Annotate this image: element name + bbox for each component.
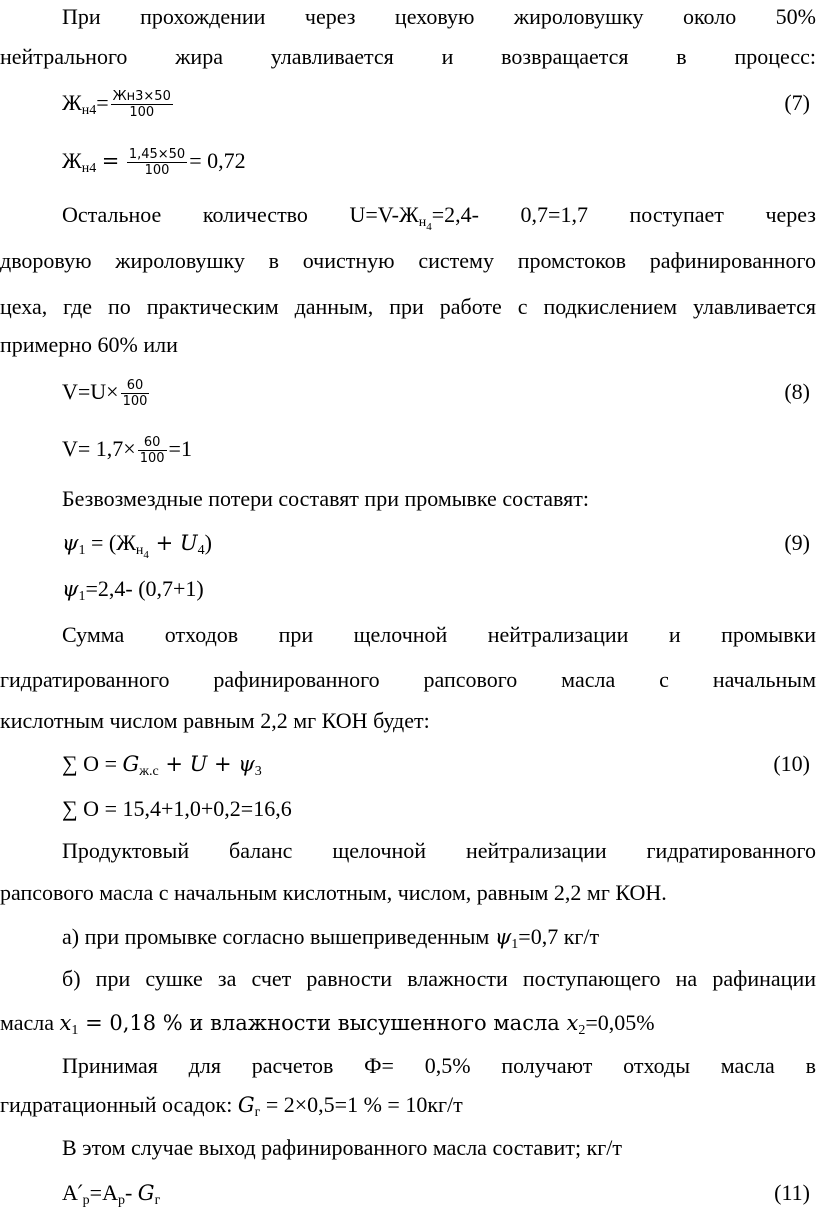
- equation-number: (7): [784, 90, 810, 115]
- fraction: [127, 147, 187, 178]
- paragraph-line: [0, 618, 816, 652]
- u-symbol: U: [179, 531, 198, 555]
- paragraph-line: [0, 244, 816, 278]
- paragraph-line: [0, 876, 816, 910]
- fraction-numerator: 60: [138, 435, 167, 451]
- eq-sub: 1: [78, 589, 86, 604]
- equation-number: (10): [773, 751, 810, 776]
- equation-7-calc: [0, 144, 816, 178]
- eq-text: =2,4- (0,7+1): [85, 576, 204, 601]
- paragraph-line: [0, 482, 816, 516]
- paragraph-line: [0, 290, 816, 324]
- sub-a: н: [418, 215, 427, 230]
- text-sub: 2: [578, 1023, 586, 1038]
- eq-sub: р: [82, 1193, 90, 1208]
- text: В этом случае выход рафинированного масла составит; кг/т: [62, 1135, 622, 1160]
- eq-result: = 0,72: [189, 148, 246, 173]
- sub-b: 4: [426, 221, 432, 233]
- paragraph-line: [0, 1131, 816, 1165]
- g-symbol: G: [122, 752, 140, 776]
- text-sub: [418, 215, 432, 233]
- paragraph-line: [0, 328, 816, 362]
- sub-a: н: [135, 543, 144, 558]
- psi-symbol: ψ: [238, 752, 255, 776]
- fraction: [121, 378, 150, 409]
- paragraph-line: [0, 834, 816, 868]
- eq-sub: [135, 543, 149, 561]
- text: =0,05%: [585, 1010, 655, 1035]
- prime-symbol: ′: [77, 1181, 83, 1205]
- eq-sub: н4: [81, 103, 97, 118]
- equation-9: [0, 526, 816, 560]
- psi-symbol: ψ: [62, 577, 79, 601]
- text: =0,7 кг/т: [518, 924, 600, 949]
- text: гидратированного рафинированного рапсового масла с начальным: [0, 667, 816, 692]
- fraction-numerator: 1,45×50: [128, 147, 186, 163]
- paragraph-line: [0, 1006, 816, 1040]
- text-sub: г: [254, 1105, 261, 1120]
- eq-sub: 1: [78, 543, 86, 558]
- text: При прохождении через цеховую жироловушку около 50%: [62, 4, 816, 29]
- psi-symbol: ψ: [494, 925, 512, 949]
- text: Безвозмездные потери составят при промывке составят:: [62, 486, 589, 511]
- eq-text: ∑ О = 15,4+1,0+0,2=16,6: [62, 796, 292, 821]
- paragraph-line: [0, 704, 816, 738]
- text: гидратационный осадок:: [0, 1092, 238, 1117]
- eq-lhs: V=U×: [62, 379, 119, 404]
- eq-result: =1: [168, 436, 192, 461]
- paragraph-line: [0, 663, 816, 697]
- fraction-numerator: 60: [121, 378, 150, 394]
- equation-7: [0, 86, 816, 120]
- x-symbol: x: [59, 1011, 72, 1035]
- eq-text: -: [124, 1180, 138, 1205]
- fraction-denominator: 100: [144, 163, 170, 179]
- paragraph-line: [0, 920, 816, 954]
- fraction-numerator: Жн3×50: [112, 89, 171, 105]
- eq-sub: 4: [197, 543, 205, 558]
- eq-sign: =: [101, 149, 120, 173]
- eq-sub: г: [154, 1193, 161, 1208]
- text: примерно 60% или: [0, 332, 178, 357]
- fraction-denominator: 100: [122, 394, 148, 410]
- a-symbol: A: [62, 1180, 78, 1205]
- text: кислотным числом равным 2,2 мг КОН будет:: [0, 708, 430, 733]
- x-symbol: x: [566, 1011, 579, 1035]
- fraction: [111, 89, 173, 120]
- paragraph-line: [0, 40, 816, 74]
- fraction: [138, 435, 167, 466]
- equation-8: [0, 375, 816, 409]
- fraction-denominator: 100: [139, 451, 165, 467]
- math-text: = 0,18 %: [78, 1011, 183, 1035]
- plus-sign: +: [148, 531, 180, 555]
- paragraph-line: [0, 198, 816, 232]
- text: Продуктовый баланс щелочной нейтрализации гидратированного: [62, 838, 816, 863]
- equation-number: (9): [784, 530, 810, 555]
- sub-b: 4: [143, 549, 149, 561]
- text: цеха, где по практическим данным, при работе с подкислением улавливается: [0, 294, 816, 319]
- g-symbol: G: [237, 1093, 255, 1117]
- eq-sub: н4: [81, 161, 97, 176]
- paragraph-line: [0, 962, 816, 996]
- math-text: и влажности высушенного масла: [182, 1011, 567, 1035]
- equation-8-calc: [0, 432, 816, 466]
- eq-text: = (Ж: [85, 530, 136, 555]
- equation-number: (8): [784, 379, 810, 404]
- eq-text: ): [204, 530, 212, 555]
- g-symbol: G: [137, 1181, 155, 1205]
- text: = 2×0,5=1 % = 10кг/т: [260, 1092, 463, 1117]
- text-sub: 1: [511, 937, 519, 952]
- text-part: =2,4- 0,7=1,7 поступает через: [431, 202, 816, 227]
- equation-10: [0, 747, 816, 781]
- eq-sub: 3: [254, 764, 262, 779]
- text: Принимая для расчетов Ф= 0,5% получают отходы масла в: [62, 1053, 816, 1078]
- eq-lhs: Ж: [62, 148, 82, 173]
- text: а) при промывке согласно вышеприведенным: [62, 924, 495, 949]
- eq-text: =A: [89, 1180, 118, 1205]
- eq-lhs: Ж: [62, 90, 82, 115]
- eq-sign: =: [96, 90, 109, 115]
- paragraph-line: [0, 1088, 816, 1122]
- plus-sign: +: [207, 752, 239, 776]
- psi-symbol: ψ: [62, 531, 79, 555]
- eq-sub: ж.с: [139, 764, 159, 779]
- text: нейтрального жира улавливается и возвращается в процесс:: [0, 44, 816, 69]
- text: Сумма отходов при щелочной нейтрализации и промывки: [62, 622, 816, 647]
- plus-sign: +: [158, 752, 190, 776]
- equation-11: [0, 1176, 816, 1210]
- text-part: Остальное количество U=V-Ж: [62, 202, 419, 227]
- eq-sub: р: [117, 1193, 125, 1208]
- text: [62, 202, 816, 233]
- fraction-denominator: 100: [129, 105, 155, 121]
- equation-number: (11): [774, 1180, 810, 1205]
- text-sub: 1: [71, 1023, 79, 1038]
- paragraph-line: [0, 1049, 816, 1083]
- eq-lhs: V= 1,7×: [62, 436, 136, 461]
- text: рапсового масла с начальным кислотным, числом, равным 2,2 мг КОН.: [0, 880, 667, 905]
- text: масла: [0, 1010, 60, 1035]
- equation-10-calc: [0, 792, 816, 826]
- sum-text: ∑ О =: [62, 751, 123, 776]
- text: б) при сушке за счет равности влажности поступающего на рафинации: [62, 966, 816, 991]
- u-symbol: U: [189, 752, 208, 776]
- equation-9-calc: [0, 572, 816, 606]
- paragraph-line: [0, 0, 816, 34]
- text: дворовую жироловушку в очистную систему промстоков рафинированного: [0, 248, 816, 273]
